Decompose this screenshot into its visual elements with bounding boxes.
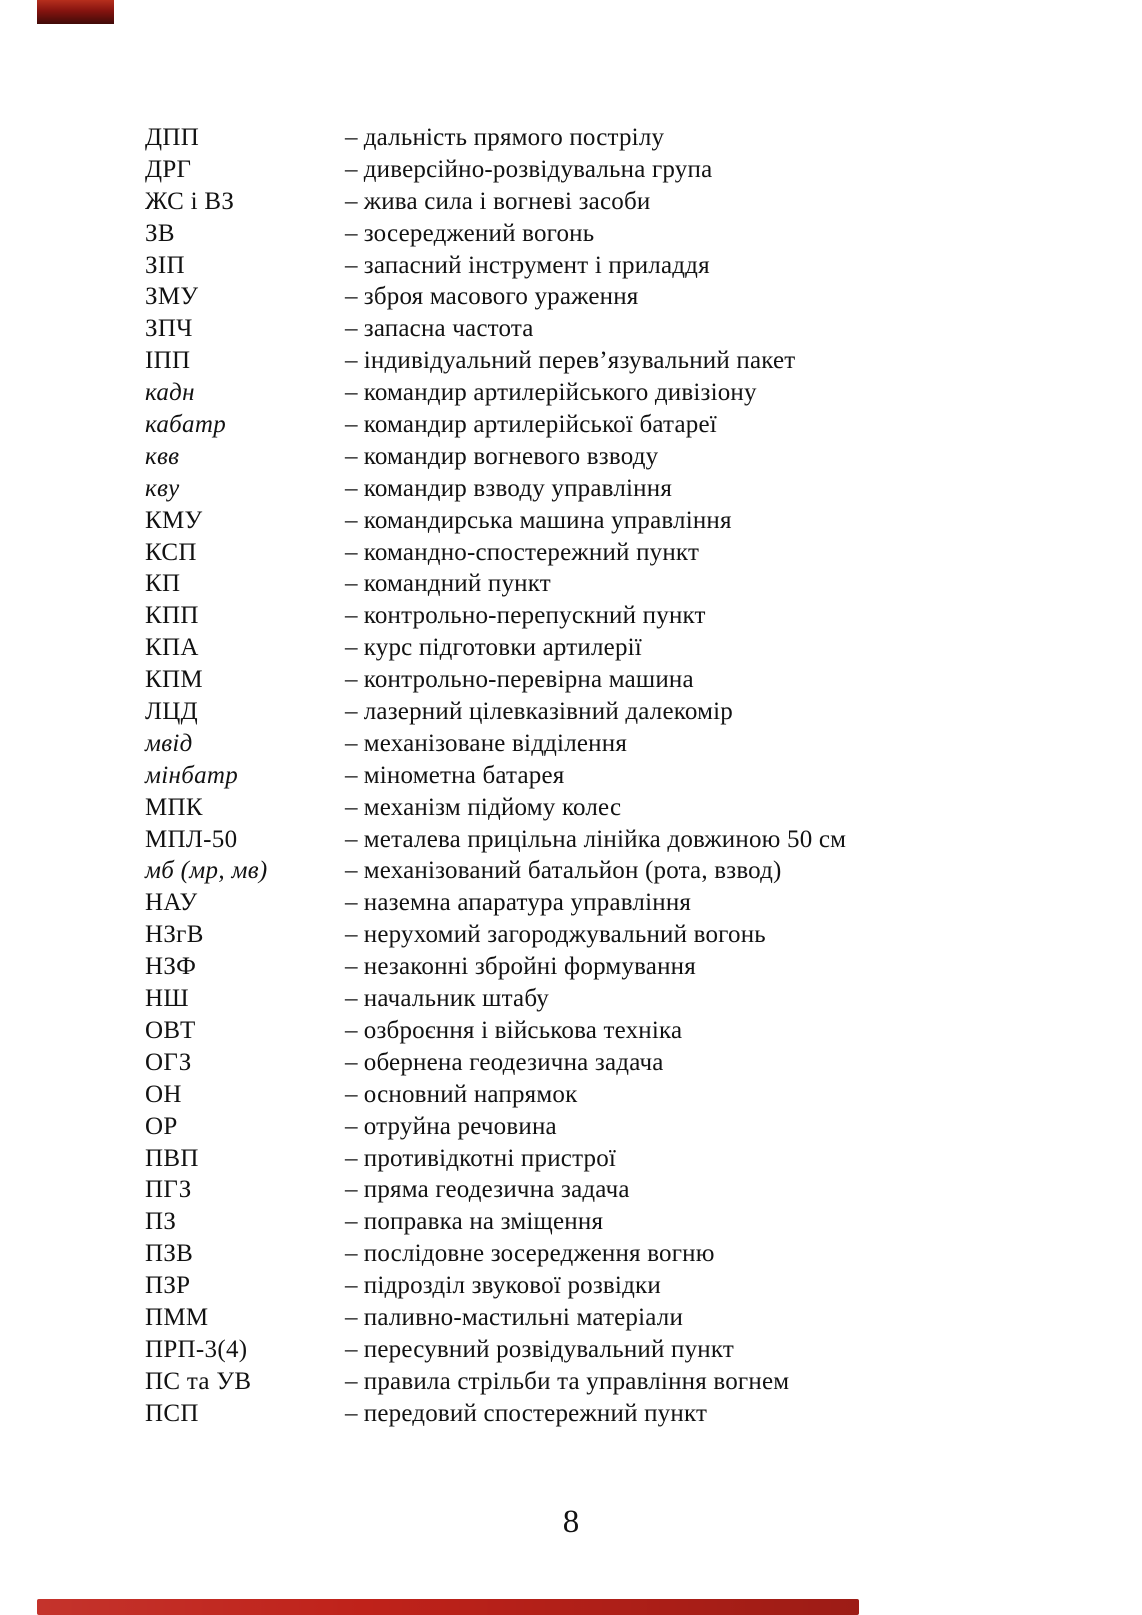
abbreviation-row — [145, 313, 846, 345]
abbreviation-row — [145, 218, 846, 250]
abbreviation-term: кадн — [145, 379, 195, 407]
abbreviation-term: НЗФ — [145, 953, 197, 981]
dash-separator: – — [345, 219, 364, 247]
dash-separator: – — [345, 921, 364, 949]
abbreviation-row — [145, 1366, 846, 1398]
abbreviation-term: ЗМУ — [145, 283, 199, 311]
abbreviation-row — [145, 250, 846, 282]
abbreviation-row — [145, 154, 846, 186]
abbreviation-definition: механізований батальйон (рота, взвод) — [363, 857, 782, 885]
abbreviation-term: КПП — [145, 602, 199, 630]
abbreviation-row — [145, 281, 846, 313]
abbreviation-term: ОВТ — [145, 1016, 196, 1044]
abbreviation-term: ЛЦД — [145, 698, 198, 726]
abbreviation-term: ПРП-3(4) — [145, 1335, 248, 1363]
abbreviation-definition: передовий спостережний пункт — [363, 1399, 708, 1427]
abbreviation-row — [145, 1047, 846, 1079]
dash-separator: – — [345, 698, 364, 726]
abbreviation-row — [145, 1015, 846, 1047]
abbreviation-definition: металева прицільна лінійка довжиною 50 см — [363, 825, 847, 853]
abbreviation-row — [145, 632, 846, 664]
abbreviation-term: мб (мр, мв) — [145, 857, 268, 885]
abbreviation-definition: механізоване відділення — [363, 729, 628, 757]
abbreviation-row — [145, 824, 846, 856]
dash-separator: – — [345, 347, 364, 375]
abbreviation-definition: диверсійно-розвідувальна група — [363, 155, 713, 183]
dash-separator: – — [345, 1240, 364, 1268]
abbreviation-row — [145, 1174, 846, 1206]
abbreviation-definition: командир взводу управління — [363, 474, 673, 502]
dash-separator: – — [345, 1367, 364, 1395]
abbreviation-row — [145, 600, 846, 632]
abbreviation-definition: поправка на зміщення — [363, 1208, 604, 1236]
abbreviation-definition: послідовне зосередження вогню — [363, 1240, 715, 1268]
abbreviation-definition: індивідуальний перев’язувальний пакет — [363, 347, 796, 375]
abbreviation-row — [145, 505, 846, 537]
abbreviation-definition: курс підготовки артилерії — [363, 634, 642, 662]
abbreviation-term: ПВП — [145, 1144, 199, 1172]
abbreviation-term: ОГЗ — [145, 1048, 192, 1076]
abbreviation-term: КПМ — [145, 666, 203, 694]
dash-separator: – — [345, 729, 364, 757]
abbreviation-definition: командир вогневого взводу — [363, 442, 659, 470]
abbreviation-term: ПММ — [145, 1303, 209, 1331]
abbreviation-row — [145, 377, 846, 409]
dash-separator: – — [345, 1080, 364, 1108]
abbreviation-row — [145, 696, 846, 728]
abbreviation-term: НЗгВ — [145, 921, 204, 949]
abbreviation-definition: основний напрямок — [363, 1080, 578, 1108]
dash-separator: – — [345, 124, 364, 151]
abbreviation-definition: паливно-мастильні матеріали — [363, 1303, 684, 1331]
abbreviation-term: кву — [145, 474, 180, 502]
dash-separator: – — [345, 793, 364, 821]
abbreviation-term: ЗПЧ — [145, 315, 193, 343]
abbreviation-definition: командирська машина управління — [363, 506, 732, 534]
abbreviation-term: ПЗР — [145, 1272, 191, 1300]
abbreviation-definition: запасна частота — [363, 315, 534, 343]
dash-separator: – — [345, 602, 364, 630]
abbreviation-term: КСП — [145, 538, 197, 566]
dash-separator: – — [345, 1144, 364, 1172]
abbreviation-row — [145, 887, 846, 919]
dash-separator: – — [345, 379, 364, 407]
dash-separator: – — [345, 1176, 364, 1204]
dash-separator: – — [345, 825, 364, 853]
dash-separator: – — [345, 187, 364, 215]
abbreviation-definition: обернена геодезична задача — [363, 1048, 664, 1076]
dash-separator: – — [345, 1208, 364, 1236]
dash-separator: – — [345, 1016, 364, 1044]
dash-separator: – — [345, 761, 364, 789]
abbreviation-term: ОР — [145, 1112, 178, 1140]
abbreviation-row — [145, 728, 846, 760]
abbreviation-row — [145, 951, 846, 983]
abbreviation-definition: пересувний розвідувальний пункт — [363, 1335, 735, 1363]
abbreviation-term: ЗВ — [145, 219, 175, 247]
abbreviation-row — [145, 122, 846, 154]
abbreviation-definition: запасний інструмент і приладдя — [363, 251, 710, 279]
abbreviation-definition: лазерний цілевказівний далекомір — [363, 698, 733, 726]
abbreviation-term: ПСП — [145, 1399, 199, 1427]
abbreviation-term: НШ — [145, 985, 189, 1013]
abbreviation-term: МПК — [145, 793, 203, 821]
abbreviation-row — [145, 1079, 846, 1111]
dash-separator: – — [345, 1303, 364, 1331]
abbreviation-row — [145, 186, 846, 218]
abbreviation-definition: жива сила і вогневі засоби — [363, 187, 651, 215]
dash-separator: – — [345, 251, 364, 279]
abbreviation-term: НАУ — [145, 889, 198, 917]
abbreviation-term: МПЛ-50 — [145, 825, 238, 853]
abbreviation-definition: незаконні збройні формування — [363, 953, 696, 981]
abbreviation-definition: зосереджений вогонь — [363, 219, 595, 247]
dash-separator: – — [345, 411, 364, 439]
abbreviation-term: ОН — [145, 1080, 182, 1108]
dash-separator: – — [345, 889, 364, 917]
dash-separator: – — [345, 570, 364, 598]
dash-separator: – — [345, 1399, 364, 1427]
abbreviation-definition: командний пункт — [363, 570, 551, 598]
abbreviation-term: мвід — [145, 729, 193, 757]
abbreviation-definition: противідкотні пристрої — [363, 1144, 617, 1172]
abbreviation-term: КПА — [145, 634, 199, 662]
abbreviation-row — [145, 760, 846, 792]
abbreviation-definition: пряма геодезична задача — [363, 1176, 630, 1204]
abbreviation-term: ЖС і ВЗ — [145, 187, 235, 215]
abbreviation-row — [145, 537, 846, 569]
dash-separator: – — [345, 442, 364, 470]
abbreviation-term: ПС та УВ — [145, 1367, 252, 1395]
abbreviation-row — [145, 1334, 846, 1366]
dash-separator: – — [345, 155, 364, 183]
abbreviation-row — [145, 345, 846, 377]
abbreviation-row — [145, 1206, 846, 1238]
abbreviation-list — [145, 122, 846, 1430]
abbreviation-row — [145, 983, 846, 1015]
abbreviation-definition: отруйна речовина — [363, 1112, 557, 1140]
abbreviation-definition: механізм підйому колес — [363, 793, 622, 821]
dash-separator: – — [345, 1272, 364, 1300]
dash-separator: – — [345, 1112, 364, 1140]
abbreviation-row — [145, 1238, 846, 1270]
abbreviation-term: квв — [145, 442, 180, 470]
abbreviation-definition: дальність прямого пострілу — [363, 124, 665, 151]
dash-separator: – — [345, 985, 364, 1013]
abbreviation-term: КП — [145, 570, 181, 598]
abbreviation-term: ЗІП — [145, 251, 185, 279]
abbreviation-definition: нерухомий загороджувальний вогонь — [363, 921, 766, 949]
abbreviation-term: кабатр — [145, 411, 226, 439]
abbreviation-row — [145, 919, 846, 951]
abbreviation-definition: підрозділ звукової розвідки — [363, 1272, 661, 1300]
dash-separator: – — [345, 666, 364, 694]
abbreviation-definition: командно-спостережний пункт — [363, 538, 700, 566]
abbreviation-definition: командир артилерійської батареї — [363, 411, 717, 439]
abbreviation-row — [145, 855, 846, 887]
abbreviation-term: ПЗ — [145, 1208, 177, 1236]
abbreviation-definition: зброя масового ураження — [363, 283, 639, 311]
dash-separator: – — [345, 283, 364, 311]
abbreviation-term: ДРГ — [145, 155, 192, 183]
dash-separator: – — [345, 857, 364, 885]
abbreviation-definition: начальник штабу — [363, 985, 549, 1013]
dash-separator: – — [345, 953, 364, 981]
abbreviation-definition: командир артилерійського дивізіону — [363, 379, 757, 407]
abbreviation-row — [145, 568, 846, 600]
scan-artifact-top-left — [37, 0, 114, 24]
abbreviation-term: КМУ — [145, 506, 203, 534]
dash-separator: – — [345, 315, 364, 343]
abbreviation-row — [145, 792, 846, 824]
abbreviation-term: ПЗВ — [145, 1240, 194, 1268]
abbreviation-term: ІПП — [145, 347, 191, 375]
abbreviation-definition: мінометна батарея — [363, 761, 565, 789]
abbreviation-row — [145, 1398, 846, 1430]
scan-artifact-bottom — [37, 1599, 859, 1615]
abbreviation-definition: озброєння і військова техніка — [363, 1016, 683, 1044]
abbreviation-definition: контрольно-перепускний пункт — [363, 602, 706, 630]
abbreviation-definition: правила стрільби та управління вогнем — [363, 1367, 790, 1395]
dash-separator: – — [345, 474, 364, 502]
abbreviation-row — [145, 664, 846, 696]
abbreviation-row — [145, 1270, 846, 1302]
abbreviation-row — [145, 1302, 846, 1334]
abbreviation-row — [145, 1143, 846, 1175]
dash-separator: – — [345, 538, 364, 566]
dash-separator: – — [345, 506, 364, 534]
abbreviation-term: мінбатр — [145, 761, 239, 789]
abbreviation-definition: наземна апаратура управління — [363, 889, 692, 917]
abbreviation-row — [145, 1111, 846, 1143]
page-number: 8 — [562, 1504, 580, 1540]
abbreviation-row — [145, 409, 846, 441]
abbreviation-row — [145, 473, 846, 505]
abbreviation-definition: контрольно-перевірна машина — [363, 666, 694, 694]
abbreviation-term: ДПП — [145, 124, 200, 151]
abbreviation-term: ПГЗ — [145, 1176, 192, 1204]
dash-separator: – — [345, 634, 364, 662]
abbreviation-row — [145, 441, 846, 473]
dash-separator: – — [345, 1335, 364, 1363]
dash-separator: – — [345, 1048, 364, 1076]
